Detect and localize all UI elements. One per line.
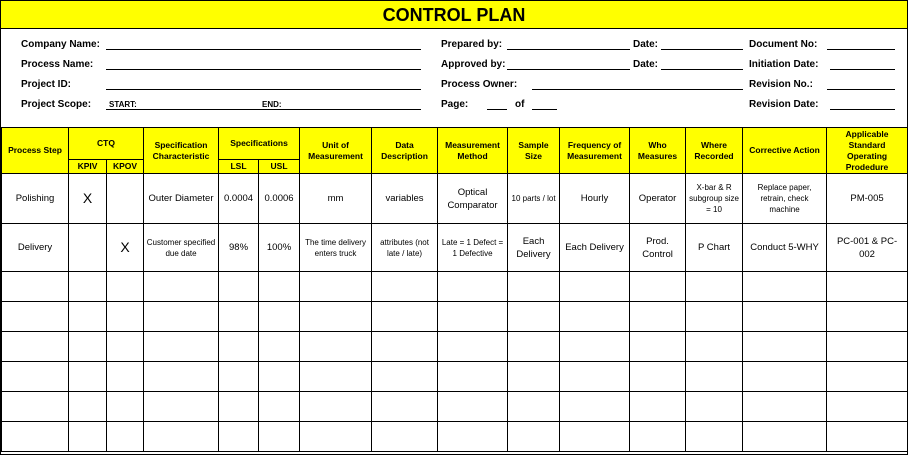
cell[interactable] — [508, 362, 560, 392]
cell-data[interactable]: attributes (not late / late) — [372, 224, 438, 272]
table-row — [2, 224, 908, 272]
scope-end-label: END: — [262, 100, 282, 109]
cell-method[interactable]: Late = 1 Defect = 1 Defective — [438, 224, 508, 272]
project-scope-field[interactable] — [106, 109, 421, 110]
header-sop: Applicable Standard Operating Prodedure — [827, 128, 908, 174]
cell-action[interactable]: Conduct 5-WHY — [743, 224, 827, 272]
cell[interactable] — [300, 272, 372, 302]
cell-sop[interactable]: PC-001 & PC-002 — [827, 224, 908, 272]
cell[interactable] — [259, 302, 300, 332]
cell[interactable] — [686, 332, 743, 362]
initiation-date-label: Initiation Date: — [749, 59, 819, 70]
cell-freq[interactable]: Hourly — [560, 174, 630, 224]
cell[interactable] — [372, 302, 438, 332]
header-kpiv: KPIV — [69, 160, 107, 174]
project-id-label: Project ID: — [21, 79, 72, 90]
cell[interactable] — [2, 422, 69, 452]
approved-by-field[interactable] — [507, 69, 630, 70]
cell[interactable] — [300, 422, 372, 452]
cell-who[interactable]: Operator — [630, 174, 686, 224]
cell[interactable] — [69, 392, 107, 422]
header-sample-size: Sample Size — [508, 128, 560, 174]
cell-step[interactable]: Polishing — [2, 174, 69, 224]
control-plan-table — [1, 127, 908, 452]
cell[interactable] — [219, 392, 259, 422]
cell[interactable] — [144, 272, 219, 302]
cell[interactable] — [560, 272, 630, 302]
cell[interactable] — [2, 332, 69, 362]
cell[interactable] — [107, 392, 144, 422]
cell[interactable] — [743, 272, 827, 302]
cell-where[interactable]: P Chart — [686, 224, 743, 272]
cell[interactable] — [508, 302, 560, 332]
cell[interactable] — [144, 392, 219, 422]
cell[interactable] — [827, 302, 908, 332]
empty-row — [2, 272, 908, 302]
header-who-measures: Who Measures — [630, 128, 686, 174]
process-name-label: Process Name: — [21, 59, 94, 70]
cell[interactable] — [69, 422, 107, 452]
revision-no-label: Revision No.: — [749, 79, 813, 90]
empty-row — [2, 392, 908, 422]
cell[interactable] — [219, 362, 259, 392]
header-kpov: KPOV — [107, 160, 144, 174]
cell[interactable] — [508, 422, 560, 452]
cell-usl[interactable]: 100% — [259, 224, 300, 272]
cell[interactable] — [560, 362, 630, 392]
cell[interactable] — [69, 362, 107, 392]
cell[interactable] — [686, 392, 743, 422]
project-id-field[interactable] — [106, 89, 421, 90]
cell[interactable] — [219, 272, 259, 302]
header-spec-characteristic: Specification Characteristic — [144, 128, 219, 174]
page-total-field[interactable] — [532, 109, 557, 110]
cell[interactable] — [630, 392, 686, 422]
header-data-description: Data Description — [372, 128, 438, 174]
cell[interactable] — [438, 332, 508, 362]
cell[interactable] — [69, 272, 107, 302]
approved-date-label: Date: — [633, 59, 659, 70]
cell[interactable] — [259, 392, 300, 422]
initiation-date-field[interactable] — [830, 69, 895, 70]
approved-by-label: Approved by: — [441, 59, 506, 70]
cell-kpov[interactable]: X — [107, 224, 144, 272]
cell[interactable] — [630, 302, 686, 332]
process-owner-label: Process Owner: — [441, 79, 518, 90]
cell[interactable] — [438, 362, 508, 392]
cell[interactable] — [827, 272, 908, 302]
cell[interactable] — [372, 422, 438, 452]
cell[interactable] — [630, 272, 686, 302]
cell-where[interactable]: X-bar & R subgroup size = 10 — [686, 174, 743, 224]
cell-unit[interactable]: mm — [300, 174, 372, 224]
cell[interactable] — [438, 272, 508, 302]
revision-date-field[interactable] — [830, 109, 895, 110]
cell[interactable] — [827, 422, 908, 452]
cell[interactable] — [300, 362, 372, 392]
cell[interactable] — [69, 332, 107, 362]
cell[interactable] — [107, 272, 144, 302]
cell[interactable] — [144, 332, 219, 362]
cell[interactable] — [372, 332, 438, 362]
cell-sop[interactable]: PM-005 — [827, 174, 908, 224]
revision-no-field[interactable] — [827, 89, 895, 90]
cell[interactable] — [560, 392, 630, 422]
page-title: CONTROL PLAN — [1, 1, 907, 29]
company-name-label: Company Name: — [21, 39, 100, 50]
cell-action[interactable]: Replace paper, retrain, check machine — [743, 174, 827, 224]
header-lsl: LSL — [219, 160, 259, 174]
cell[interactable] — [630, 332, 686, 362]
process-owner-field[interactable] — [532, 89, 743, 90]
cell-sample[interactable]: Each Delivery — [508, 224, 560, 272]
cell[interactable] — [69, 302, 107, 332]
cell[interactable] — [259, 332, 300, 362]
cell[interactable] — [2, 392, 69, 422]
header-corrective-action: Corrective Action — [743, 128, 827, 174]
cell[interactable] — [560, 332, 630, 362]
cell[interactable] — [560, 302, 630, 332]
cell[interactable] — [438, 392, 508, 422]
cell[interactable] — [743, 332, 827, 362]
header-frequency: Frequency of Measurement — [560, 128, 630, 174]
cell[interactable] — [372, 392, 438, 422]
header-usl: USL — [259, 160, 300, 174]
cell[interactable] — [508, 272, 560, 302]
cell[interactable] — [743, 392, 827, 422]
scope-start-label: START: — [109, 100, 137, 109]
cell[interactable] — [686, 362, 743, 392]
header-measurement-method: Measurement Method — [438, 128, 508, 174]
cell-sample[interactable]: 10 parts / lot — [508, 174, 560, 224]
cell-kpiv[interactable] — [69, 224, 107, 272]
header-where-recorded: Where Recorded — [686, 128, 743, 174]
cell[interactable] — [686, 272, 743, 302]
cell[interactable] — [2, 302, 69, 332]
cell[interactable] — [107, 332, 144, 362]
prepared-by-field[interactable] — [507, 49, 630, 50]
page-of-label: of — [515, 99, 525, 110]
empty-row — [2, 362, 908, 392]
cell-lsl[interactable]: 98% — [219, 224, 259, 272]
page-label: Page: — [441, 99, 469, 110]
cell[interactable] — [686, 302, 743, 332]
cell-kpiv[interactable]: X — [69, 174, 107, 224]
page-number-field[interactable] — [487, 109, 507, 110]
cell-usl[interactable]: 0.0006 — [259, 174, 300, 224]
cell[interactable] — [259, 272, 300, 302]
table-row — [2, 174, 908, 224]
cell[interactable] — [219, 422, 259, 452]
cell[interactable] — [743, 362, 827, 392]
cell[interactable] — [508, 332, 560, 362]
cell-step[interactable]: Delivery — [2, 224, 69, 272]
cell[interactable] — [259, 422, 300, 452]
header-unit: Unit of Measurement — [300, 128, 372, 174]
cell[interactable] — [2, 272, 69, 302]
cell[interactable] — [144, 362, 219, 392]
cell[interactable] — [107, 362, 144, 392]
cell[interactable] — [300, 302, 372, 332]
document-no-label: Document No: — [749, 39, 818, 50]
cell-freq[interactable]: Each Delivery — [560, 224, 630, 272]
cell-method[interactable]: Optical Comparator — [438, 174, 508, 224]
cell-kpov[interactable] — [107, 174, 144, 224]
project-scope-label: Project Scope: — [21, 99, 92, 110]
empty-row — [2, 332, 908, 362]
empty-row — [2, 422, 908, 452]
cell[interactable] — [107, 422, 144, 452]
cell[interactable] — [372, 362, 438, 392]
empty-row — [2, 302, 908, 332]
cell[interactable] — [219, 332, 259, 362]
cell[interactable] — [827, 392, 908, 422]
cell[interactable] — [144, 422, 219, 452]
process-name-field[interactable] — [106, 69, 421, 70]
cell[interactable] — [743, 302, 827, 332]
header-specifications: Specifications — [219, 128, 300, 160]
cell[interactable] — [508, 392, 560, 422]
approved-date-field[interactable] — [661, 69, 743, 70]
revision-date-label: Revision Date: — [749, 99, 819, 110]
cell[interactable] — [438, 422, 508, 452]
cell[interactable] — [372, 272, 438, 302]
cell[interactable] — [300, 392, 372, 422]
cell[interactable] — [827, 362, 908, 392]
cell[interactable] — [300, 332, 372, 362]
cell[interactable] — [219, 302, 259, 332]
cell[interactable] — [560, 422, 630, 452]
header-ctq: CTQ — [69, 128, 144, 160]
cell[interactable] — [686, 422, 743, 452]
cell[interactable] — [743, 422, 827, 452]
document-no-field[interactable] — [827, 49, 895, 50]
cell[interactable] — [107, 302, 144, 332]
prepared-by-label: Prepared by: — [441, 39, 503, 50]
cell[interactable] — [630, 362, 686, 392]
cell-who[interactable]: Prod. Control — [630, 224, 686, 272]
company-name-field[interactable] — [106, 49, 421, 50]
cell-spec[interactable]: Customer specified due date — [144, 224, 219, 272]
cell[interactable] — [144, 302, 219, 332]
cell-data[interactable]: variables — [372, 174, 438, 224]
cell[interactable] — [630, 422, 686, 452]
cell-spec[interactable]: Outer Diameter — [144, 174, 219, 224]
header-process-step: Process Step — [2, 128, 69, 174]
prepared-date-label: Date: — [633, 39, 659, 50]
cell-unit[interactable]: The time delivery enters truck — [300, 224, 372, 272]
cell[interactable] — [438, 302, 508, 332]
prepared-date-field[interactable] — [661, 49, 743, 50]
cell[interactable] — [2, 362, 69, 392]
cell[interactable] — [827, 332, 908, 362]
cell[interactable] — [259, 362, 300, 392]
cell-lsl[interactable]: 0.0004 — [219, 174, 259, 224]
